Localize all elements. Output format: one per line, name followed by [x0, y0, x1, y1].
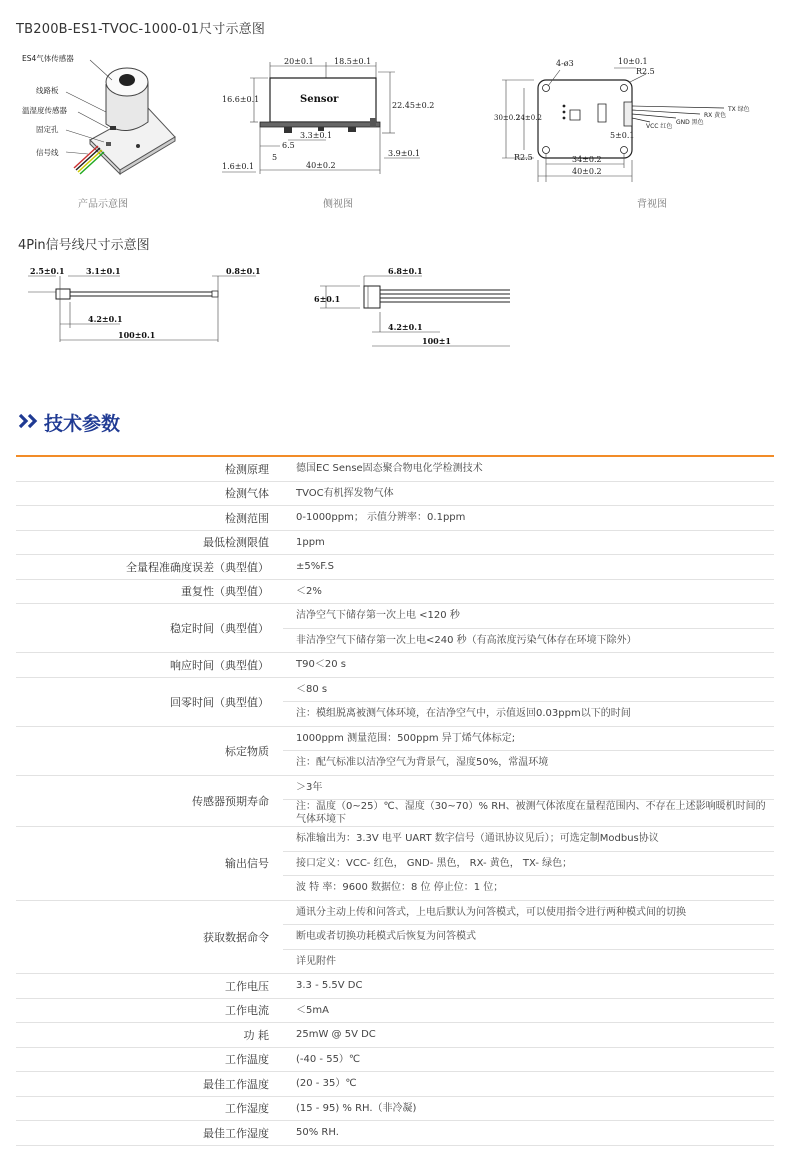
dim-pin-2-5: 2.5±0.1	[30, 266, 65, 276]
pin-section-title: 4Pin信号线尺寸示意图	[18, 238, 150, 253]
caption-back: 背视图	[637, 199, 667, 210]
spec-value: 3.3 - 5.5V DC	[283, 974, 774, 999]
dim-side-6-5: 6.5	[282, 141, 295, 150]
dim-back-length: 40±0.2	[572, 167, 602, 176]
spec-value: ＜5mA	[283, 998, 774, 1023]
spec-value: 详见附件	[283, 949, 774, 974]
caption-side: 侧视图	[323, 199, 353, 210]
dim-pin-100-right: 100±1	[422, 336, 451, 346]
spec-value: 注：配气标准以洁净空气为背景气，湿度50%，常温环境	[283, 751, 774, 776]
spec-key: 全量程准确度误差（典型值）	[16, 555, 283, 580]
spec-value: T90＜20 s	[283, 653, 774, 678]
dim-back-r-top: R2.5	[636, 67, 655, 76]
label-circuit-board: 线路板	[36, 86, 59, 95]
dim-side-5: 5	[272, 153, 278, 162]
label-gas-sensor: ES4气体传感器	[22, 54, 74, 63]
spec-key: 最佳工作温度	[16, 1072, 283, 1097]
spec-key: 响应时间（典型值）	[16, 653, 283, 678]
dim-back-holes: 4-ø3	[556, 59, 574, 68]
spec-value: ＜80 s	[283, 677, 774, 702]
spec-key: 检测气体	[16, 481, 283, 506]
spec-row	[16, 579, 774, 604]
spec-row	[16, 604, 774, 629]
dim-side-3-9: 3.9±0.1	[388, 149, 421, 158]
spec-key: 标定物质	[16, 726, 283, 775]
spec-row	[16, 775, 774, 800]
dim-side-3-3: 3.3±0.1	[300, 131, 333, 140]
spec-key: 工作温度	[16, 1047, 283, 1072]
dim-side-total-height: 22.45±0.2	[392, 101, 435, 110]
spec-key: 重复性（典型值）	[16, 579, 283, 604]
spec-row	[16, 1096, 774, 1121]
product-illustration	[20, 42, 220, 182]
dim-side-height: 16.6±0.1	[222, 95, 260, 104]
pin-wire-drawing-left	[16, 262, 266, 352]
spec-key: 工作电流	[16, 998, 283, 1023]
spec-row	[16, 827, 774, 852]
dim-pin-6-8: 6.8±0.1	[388, 266, 423, 276]
dim-back-5: 5±0.1	[610, 131, 635, 140]
spec-row	[16, 726, 774, 751]
spec-key: 功 耗	[16, 1023, 283, 1048]
spec-row	[16, 1047, 774, 1072]
dim-pin-4-2-right: 4.2±0.1	[388, 322, 423, 332]
spec-key: 获取数据命令	[16, 900, 283, 974]
page-title: TB200B-ES1-TVOC-1000-01尺寸示意图	[16, 22, 266, 37]
back-view-drawing	[490, 50, 770, 185]
dim-side-board-thickness: 1.6±0.1	[222, 162, 255, 171]
spec-value: (15 - 95) % RH.（非冷凝)	[283, 1096, 774, 1121]
dim-side-offset: 18.5±0.1	[334, 57, 372, 66]
spec-value: 波 特 率：9600 数据位：8 位 停止位：1 位；	[283, 876, 774, 901]
spec-value: ＜2%	[283, 579, 774, 604]
spec-row	[16, 506, 774, 531]
spec-value: 注：模组脱离被测气体环境，在洁净空气中，示值返回0.03ppm以下的时间	[283, 702, 774, 727]
spec-value: 注：温度（0~25）℃、湿度（30~70）% RH、被测气体浓度在量程范围内、不存在上述影响暖机时间的气体环境下	[283, 800, 774, 827]
wire-vcc: VCC 红色	[646, 123, 673, 130]
dim-pin-6: 6±0.1	[314, 294, 341, 304]
spec-row	[16, 677, 774, 702]
spec-value: 0-1000ppm； 示值分辨率：0.1ppm	[283, 506, 774, 531]
spec-row	[16, 1023, 774, 1048]
wire-gnd: GND 黑色	[676, 119, 704, 126]
spec-value: 洁净空气下储存第一次上电 <120 秒	[283, 604, 774, 629]
spec-key: 回零时间（典型值）	[16, 677, 283, 726]
dim-pin-3-1: 3.1±0.1	[86, 266, 121, 276]
spec-value: 接口定义：VCC- 红色， GND- 黑色， RX- 黄色， TX- 绿色；	[283, 851, 774, 876]
label-signal-wire: 信号线	[36, 148, 59, 157]
spec-value: 非洁净空气下储存第一次上电<240 秒（有高浓度污染气体存在环境下除外）	[283, 628, 774, 653]
spec-row	[16, 653, 774, 678]
spec-row	[16, 900, 774, 925]
spec-key: 最佳工作湿度	[16, 1121, 283, 1146]
dim-side-length: 40±0.2	[306, 161, 336, 170]
spec-value: 标准输出为：3.3V 电平 UART 数字信号（通讯协议见后）；可选定制Modbus协议	[283, 827, 774, 852]
spec-value: (20 - 35）℃	[283, 1072, 774, 1097]
caption-product: 产品示意图	[78, 199, 128, 210]
dim-pin-0-8: 0.8±0.1	[226, 266, 261, 276]
side-view-drawing	[220, 50, 435, 185]
spec-row	[16, 530, 774, 555]
spec-section-title: 技术参数	[44, 413, 121, 435]
dim-side-width: 20±0.1	[284, 57, 314, 66]
spec-table	[16, 457, 774, 1146]
spec-key: 稳定时间（典型值）	[16, 604, 283, 653]
spec-row	[16, 481, 774, 506]
spec-value: 25mW @ 5V DC	[283, 1023, 774, 1048]
spec-key: 检测原理	[16, 457, 283, 481]
spec-value: 通讯分主动上传和问答式，上电后默认为问答模式，可以使用指令进行两种模式间的切换	[283, 900, 774, 925]
spec-row	[16, 974, 774, 999]
dim-back-height: 30±0.2	[494, 114, 520, 122]
wire-rx: RX 黄色	[704, 112, 727, 119]
spec-value: 断电或者切换功耗模式后恢复为问答模式	[283, 925, 774, 950]
spec-row	[16, 457, 774, 481]
spec-value: ±5%F.S	[283, 555, 774, 580]
dim-back-10: 10±0.1	[618, 57, 648, 66]
spec-value: 50% RH.	[283, 1121, 774, 1146]
double-chevron-icon	[18, 413, 40, 429]
wire-tx: TX 绿色	[728, 106, 750, 113]
spec-value: TVOC有机挥发物气体	[283, 481, 774, 506]
spec-key: 工作电压	[16, 974, 283, 999]
spec-row	[16, 998, 774, 1023]
dim-pin-4-2: 4.2±0.1	[88, 314, 123, 324]
dim-back-hole-span: 34±0.2	[572, 155, 602, 164]
dim-pin-100: 100±0.1	[118, 330, 156, 340]
sensor-text: Sensor	[300, 94, 339, 105]
spec-key: 输出信号	[16, 827, 283, 901]
spec-key: 传感器预期寿命	[16, 775, 283, 827]
spec-row	[16, 1121, 774, 1146]
spec-key: 检测范围	[16, 506, 283, 531]
spec-value: 德国EC Sense固态聚合物电化学检测技术	[283, 457, 774, 481]
spec-row	[16, 555, 774, 580]
spec-row	[16, 1072, 774, 1097]
spec-key: 最低检测限值	[16, 530, 283, 555]
spec-value: 1000ppm 测量范围：500ppm 异丁烯气体标定;	[283, 726, 774, 751]
label-temp-humidity-sensor: 温湿度传感器	[22, 106, 67, 115]
spec-value: ＞3年	[283, 775, 774, 800]
label-mounting-hole: 固定孔	[36, 125, 59, 134]
spec-key: 工作湿度	[16, 1096, 283, 1121]
pin-wire-drawing-right	[310, 262, 530, 352]
spec-value: (-40 - 55）℃	[283, 1047, 774, 1072]
dim-back-hole-height: 24±0.2	[516, 114, 542, 122]
spec-value: 1ppm	[283, 530, 774, 555]
dim-back-r-bottom: R2.5	[514, 153, 533, 162]
